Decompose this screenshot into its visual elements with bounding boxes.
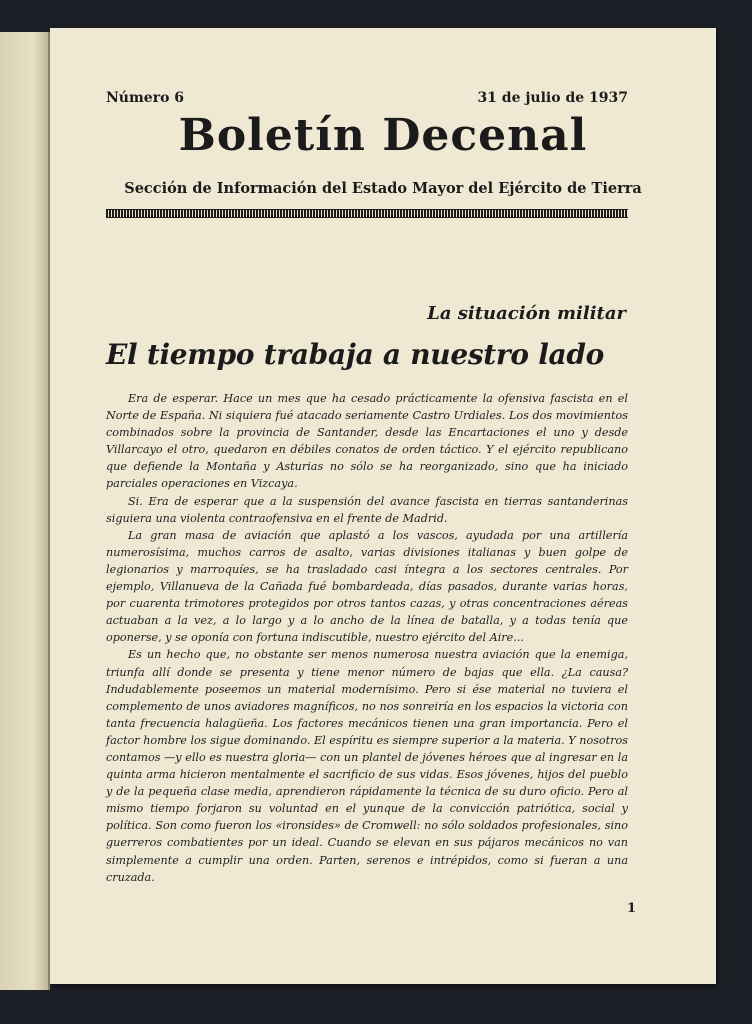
issue-date: 31 de julio de 1937 [477, 90, 628, 106]
masthead-rule [106, 209, 628, 218]
paragraph: Es un hecho que, no obstante ser menos numerosa nuestra aviación que la enemiga, triunfa allí donde se presenta y tiene menor número de bajas que ella. ¿La causa? Indudablemente poseemos un material modernísimo. Pero si ése material no tuviera el complemento de unos aviadores magníficos, no nos sonreiría en los espacios la victoria con tanta frecuencia halagüeña. Los factores mecánicos tienen una gran importancia. Pero el factor hombre los sigue dominando. El espíritu es siempre superior a la materia. Y nosotros contamos —y ello es nuestra gloria— con un plantel de jóvenes héroes que al ingresar en la quinta arma hicieron mentalmente el sacrificio de sus vidas. Esos jóvenes, hijos del pueblo y de la pequeña clase media, aprendieron rápidamente la técnica de su duro oficio. Pero al mismo tiempo forjaron su voluntad en el yunque de la convicción patriótica, social y política. Son como fueron los «ironsides» de Cromwell: no sólo soldados profesionales, sino guerreros combatientes por un ideal. Cuando se elevan en sus pájaros mecánicos no van simplemente a cumplir una orden. Parten, serenos e intrépidos, como si fueran a una cruzada. [106, 648, 628, 884]
document-page [50, 28, 716, 984]
issue-number: Número 6 [106, 90, 185, 106]
facing-page-edge [0, 32, 50, 990]
paragraph: Era de esperar. Hace un mes que ha cesado prácticamente la ofensiva fascista en el Norte de España. Ni siquiera fué atacado seriamente Castro Urdiales. Los dos movimientos combinados sobre la provincia de Santander, desde las Encartaciones el uno y desde Villarcayo el otro, quedaron en débiles conatos de orden táctico. Y el ejército republicano que defiende la Montaña y Asturias no sólo se ha reorganizado, sino que ha iniciado parciales operaciones en Vizcaya. [106, 392, 628, 491]
page-number: 1 [626, 901, 636, 916]
article-body [106, 390, 628, 886]
paragraph: Si. Era de esperar que a la suspensión del avance fascista en tierras santanderinas siguiera una violenta contraofensiva en el frente de Madrid. [106, 494, 628, 525]
article-headline: El tiempo trabaja a nuestro lado [106, 338, 605, 371]
masthead-title: Boletín Decenal [178, 110, 588, 161]
header-row [106, 90, 628, 112]
section-title: La situación militar [427, 303, 626, 324]
paragraph: La gran masa de aviación que aplastó a los vascos, ayudada por una artillería numerosísima, muchos carros de asalto, varias divisiones italianas y buen golpe de legionarios y marroquíes, se ha trasladado casi íntegra a los sectores centrales. Por ejemplo, Villanueva de la Cañada fué bombardeada, días pasados, durante varias horas, por cuarenta trimotores protegidos por otros tantos cazas, y otras concentraciones aéreas actuaban a la vez, a lo largo y a lo ancho de la línea de batalla, y a todas tenía que oponerse, y se oponía con fortuna indiscutible, nuestro ejército del Aire... [106, 528, 628, 645]
masthead-subtitle: Sección de Información del Estado Mayor del Ejército de Tierra [124, 180, 642, 197]
